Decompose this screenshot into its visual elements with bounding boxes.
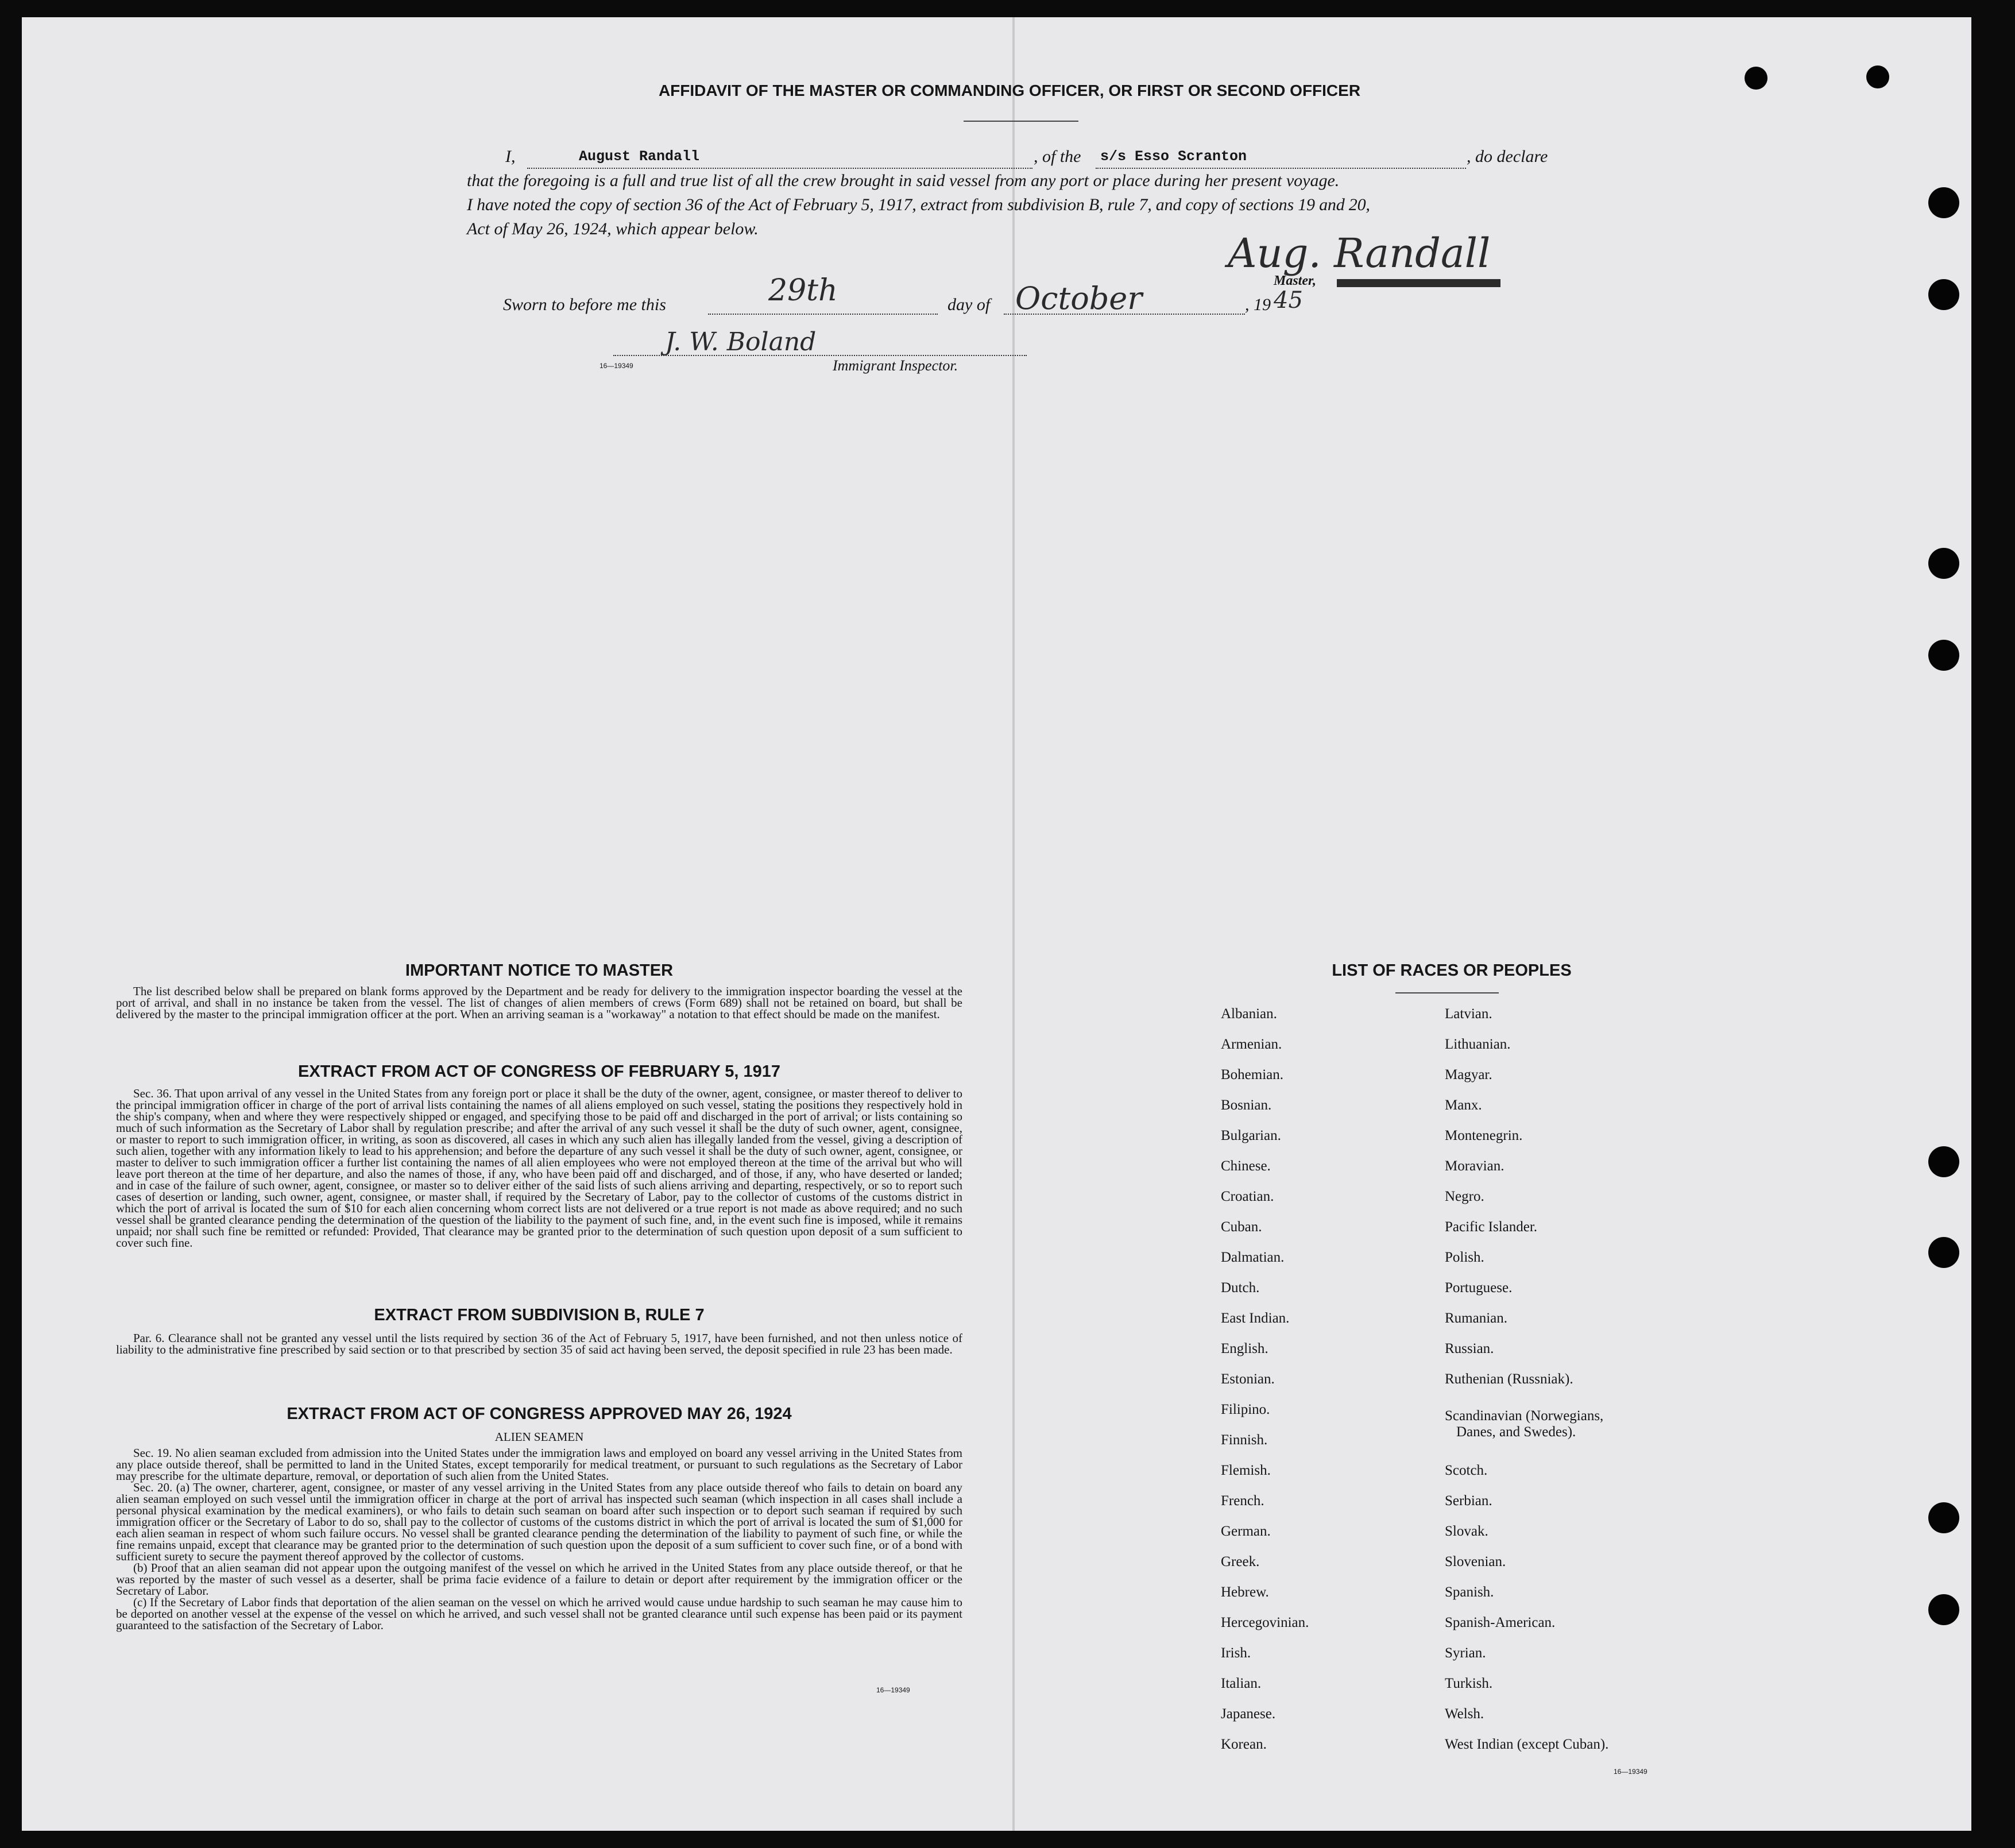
inspector-line [613,355,1027,356]
punch-hole [1928,279,1959,310]
par-6-paragraph: Par. 6. Clearance shall not be granted any vessel until the lists required by section 36 of the Act of February 5, 1917, have been furnished, and not then unless notice of liability to the administrative fine prescribed by said section or to that prescribed by section 35 of said act having been served, the deposit specified in rule 23 has been made. [116,1331,962,1356]
races-right-column [1445,1006,1720,1787]
punch-hole [1866,65,1889,88]
sworn-label: Sworn to before me this [503,295,666,314]
race-item: Dutch. [1221,1280,1260,1296]
title-underline [964,121,1078,122]
race-item: German. [1221,1524,1271,1539]
inspector-label: Immigrant Inspector. [833,357,958,374]
race-item: Japanese. [1221,1706,1276,1722]
race-item: Welsh. [1445,1706,1484,1722]
race-item: Dalmatian. [1221,1250,1285,1265]
race-item: Croatian. [1221,1189,1274,1204]
section-36-paragraph: Sec. 36. That upon arrival of any vessel in the United States from any foreign port or place it shall be the duty of the owner, agent, consignee, or master thereof to deliver to the principal immigration officer in charge of the port of arrival lists containing the names of all aliens employed on such vessel, stating the positions they respectively hold in the ship's company, when and where they were respectively shipped or engaged, and specifying those to be paid off and discharged in the port of arrival; or lists containing so much of such information as the Secretary of Labor shall by regulation prescribe; and after the arrival of any such vessel it shall be the duty of such owner, agent, consignee, or master to report to such immigration officer, in writing, as soon as discovered, all cases in which any such alien has illegally landed from the vessel, giving a description of such alien, together with any information likely to lead to his apprehension; and before the departure of any such vessel it shall be the duty of such owner, agent, consignee, or master to deliver to such immigration officer a further list containing the names of all alien employees who were not employed thereon at the time of the arrival but who will leave port thereon at the time of her departure, and also the names of those, if any, who have been paid off and discharged, and of those, if any, who have deserted or landed; and in case of the failure of such owner, agent, consignee, or master so to deliver either of the said lists of such aliens arriving and departing, respectively, or so to report such cases of desertion or landing, such owner, agent, consignee, or master shall, if required by the Secretary of Labor, pay to the collector of customs of the customs district in which the port of arrival is located the sum of $10 for each alien concerning whom correct lists are not delivered or a true report is not made as above required; and no such vessel shall be granted clearance pending the determination of the question of the liability to the payment of such fine, and, in the event such fine is imposed, while it remains unpaid; nor shall such fine be remitted or refunded: Provided, That clearance may be granted prior to the determination of such question upon deposit of a sum sufficient to cover such fine. [116,1087,962,1250]
sworn-month: October [1015,280,1143,316]
punch-hole [1928,1146,1959,1177]
race-item: Ruthenian (Russniak). [1445,1371,1573,1387]
race-item: Hercegovinian. [1221,1615,1309,1630]
vessel-name: s/s Esso Scranton [1100,148,1247,165]
affidavit-body-line-2: I have noted the copy of section 36 of the Act of February 5, 1917, extract from subdivision B, rule 7, and copy of sections 19 and 20, [467,195,1370,214]
race-item: Latvian. [1445,1006,1492,1022]
of-the-label: , of the [1034,147,1081,166]
race-item: Spanish-American. [1445,1615,1556,1630]
extract-1917-title: EXTRACT FROM ACT OF CONGRESS OF FEBRUARY 5, 1917 [297,1062,781,1081]
race-item: Bulgarian. [1221,1128,1281,1143]
affidavit-body-line-1: that the foregoing is a full and true list of all the crew brought in said vessel from any port or place during her present voyage. [467,171,1340,190]
extract-1917-text [116,1088,962,1248]
race-item: Syrian. [1445,1645,1486,1661]
inspector-signature: J. W. Boland [665,327,817,357]
race-item: Filipino. [1221,1402,1270,1417]
document-page [22,17,1971,1831]
extract-1924-text [116,1447,962,1631]
year-suffix: 45 [1274,287,1303,314]
races-left-column [1221,1006,1451,1776]
punch-hole [1928,187,1959,218]
year-prefix: , 19 [1245,295,1271,314]
race-item: Rumanian. [1445,1310,1508,1326]
punch-hole [1928,640,1959,671]
race-item: French. [1221,1493,1264,1509]
race-item: English. [1221,1341,1268,1356]
race-item: Russian. [1445,1341,1494,1356]
i-label: I, [505,147,516,166]
race-item: Hebrew. [1221,1584,1269,1600]
races-title-underline [1395,992,1499,993]
race-item: Portuguese. [1445,1280,1513,1296]
race-item: Finnish. [1221,1432,1268,1448]
extract-1924-title: EXTRACT FROM ACT OF CONGRESS APPROVED MAY 26, 1924 [287,1405,792,1423]
race-item: Moravian. [1445,1158,1505,1174]
vessel-name-line [1096,168,1466,169]
affidavit-body-line-3: Act of May 26, 1924, which appear below. [467,219,759,238]
affidavit-form-number: 16—19349 [600,362,633,370]
day-of-label: day of [947,295,991,314]
rule-7-title: EXTRACT FROM SUBDIVISION B, RULE 7 [374,1306,705,1324]
race-item: Italian. [1221,1676,1262,1691]
fold-line [1012,17,1015,1831]
punch-hole [1928,1594,1959,1625]
race-item: Scotch. [1445,1463,1488,1478]
race-item: Flemish. [1221,1463,1271,1478]
races-form-number: 16—19349 [1614,1768,1647,1776]
punch-hole [1745,67,1768,90]
race-item: Lithuanian. [1445,1037,1511,1052]
sec-19-paragraph: Sec. 19. No alien seaman excluded from admission into the United States under the immigration laws and employed on board any vessel arriving in the United States from any place outside thereof, shall be permitted to land in the United States, except temporarily for medical treatment, or pursuant to such regulations as the Secretary of Labor may prescribe for the ultimate departure, removal, or deportation of such alien from the United States. [116,1446,962,1483]
race-item: Korean. [1221,1737,1267,1752]
sec-20a-paragraph: Sec. 20. (a) The owner, charterer, agent, consignee, or master of any vessel arriving in the United States from any place outside thereof who fails to detain on board any alien seaman employed on such vessel until the immigration officer in charge at the port of arrival has inspected such seaman (which inspection in all cases shall include a personal physical examination by the medical examiners), or who fails to detain such seaman on board after such inspection or to deport such seaman if required by such immigration officer or the Secretary of Labor to do so, shall pay to the collector of customs of the customs district in which the port of arrival is located the sum of $1,000 for each alien seaman in respect of whom such failure occurs. No vessel shall be granted clearance pending the determination of the liability to payment of such fine, or while the fine remains unpaid, except that clearance may be granted prior to the determination of such question upon the deposit of a sum sufficient to cover such fine, or of a bond with sufficient surety to secure the payment thereof approved by the collector of customs. [116,1480,962,1563]
race-item: Estonian. [1221,1371,1275,1387]
punch-hole [1928,548,1959,579]
alien-seamen-subtitle: ALIEN SEAMEN [494,1430,584,1444]
race-item: Spanish. [1445,1584,1494,1600]
race-item: Armenian. [1221,1037,1282,1052]
extract-1924-form-number: 16—19349 [876,1686,910,1694]
affidavit-title: AFFIDAVIT OF THE MASTER OR COMMANDING OFFICER, OR FIRST OR SECOND OFFICER [658,82,1361,99]
race-item: Danes, and Swedes). [1456,1424,1576,1440]
race-item: Scandinavian (Norwegians, [1445,1408,1604,1424]
race-item: Pacific Islander. [1445,1219,1538,1235]
race-item: Bosnian. [1221,1097,1272,1113]
race-item: Slovenian. [1445,1554,1506,1569]
race-item: Magyar. [1445,1067,1492,1082]
sworn-day: 29th [768,273,838,308]
sworn-day-line [708,314,938,315]
officer-name: August Randall [579,148,700,165]
officer-name-line [527,168,1032,169]
race-item: Albanian. [1221,1006,1277,1022]
race-item: East Indian. [1221,1310,1290,1326]
master-signature: Aug. Randall [1228,230,1491,277]
race-item: West Indian (except Cuban). [1445,1737,1609,1752]
race-item: Montenegrin. [1445,1128,1523,1143]
race-item: Cuban. [1221,1219,1262,1235]
master-label: Master, [1274,273,1317,288]
sec-20c-paragraph: (c) If the Secretary of Labor finds that deportation of the alien seaman on the vessel on which he arrived would cause undue hardship to such seaman he may cause him to be deported on another vessel at the expense of the vessel on which he arrived, and such vessel shall not be granted clearance until such expense has been paid or its payment guaranteed to the satisfaction of the Secretary of Labor. [116,1595,962,1632]
race-item: Manx. [1445,1097,1482,1113]
sec-20b-paragraph: (b) Proof that an alien seaman did not appear upon the outgoing manifest of the vessel on which he arrived in the United States from any place outside thereof, or that he was reported by the master of such vessel as a deserter, shall be prima facie evidence of a failure to detain or deport after requirement by the immigration officer or the Secretary of Labor. [116,1561,962,1598]
notice-title: IMPORTANT NOTICE TO MASTER [405,961,674,980]
race-item: Slovak. [1445,1524,1488,1539]
race-item: Turkish. [1445,1676,1493,1691]
punch-hole [1928,1502,1959,1533]
race-item: Chinese. [1221,1158,1271,1174]
rule-7-text [116,1332,962,1355]
race-item: Serbian. [1445,1493,1492,1509]
do-declare-label: , do declare [1467,147,1548,166]
struck-officer-title [1337,279,1500,287]
race-item: Polish. [1445,1250,1484,1265]
race-item: Irish. [1221,1645,1251,1661]
race-item: Bohemian. [1221,1067,1284,1082]
punch-hole [1928,1237,1959,1268]
races-title: LIST OF RACES OR PEOPLES [1332,961,1572,980]
notice-text [116,985,962,1020]
race-item: Negro. [1445,1189,1484,1204]
race-item: Greek. [1221,1554,1260,1569]
notice-paragraph: The list described below shall be prepared on blank forms approved by the Department and be ready for delivery to the immigration inspector boarding the vessel at the port of arrival, and shall in no instance be taken from the vessel. The list of changes of alien members of crews (Form 689) shall not be retained on board, but shall be delivered by the master to the principal immigration officer at the port. When an arriving seaman is a "workaway" a notation to that effect should be made on the manifest. [116,984,962,1021]
